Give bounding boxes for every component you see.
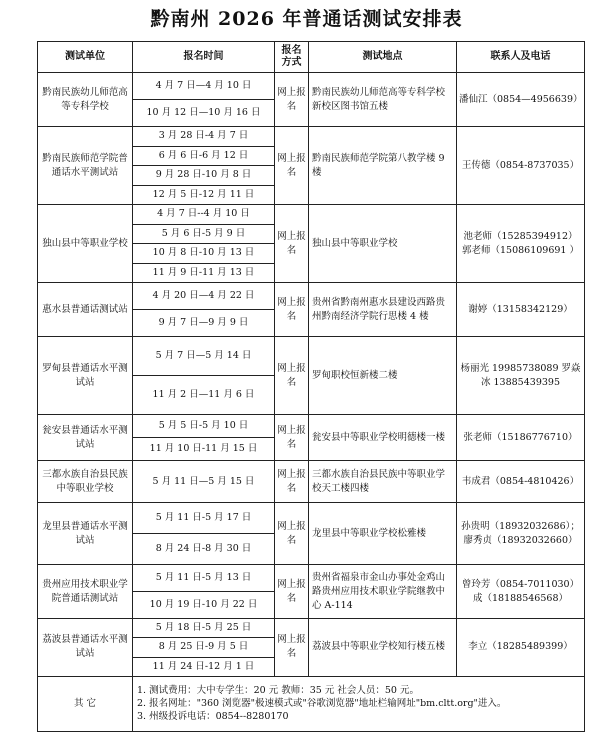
registration-date: 5 月 5 日-5 月 10 日 (133, 415, 275, 438)
test-unit: 惠水县普通话测试站 (38, 283, 133, 337)
registration-date: 5 月 6 日-5 月 9 日 (133, 224, 275, 244)
schedule-table (37, 41, 585, 732)
note-line: 3. 州级投诉电话：0854--8280170 (137, 711, 289, 723)
test-location: 黔南民族师范学院第八教学楼 9 楼 (309, 127, 457, 205)
registration-date: 4 月 7 日--4 月 10 日 (133, 205, 275, 225)
contact-info: 潘仙江（0854—4956639） (457, 73, 585, 127)
registration-date: 5 月 11 日-5 月 17 日 (133, 503, 275, 534)
test-unit: 三都水族自治县民族中等职业学校 (38, 461, 133, 503)
contact-info: 李立（18285489399） (457, 619, 585, 677)
test-unit: 贵州应用技术职业学院普通话测试站 (38, 565, 133, 619)
registration-date: 5 月 18 日-5 月 25 日 (133, 619, 275, 638)
header-dates: 报名时间 (133, 42, 275, 73)
test-location: 三都水族自治县民族中等职业学校天工楼四楼 (309, 461, 457, 503)
test-location: 瓮安县中等职业学校明德楼一楼 (309, 415, 457, 461)
test-unit: 罗甸县普通话水平测试站 (38, 337, 133, 415)
registration-date: 9 月 7 日—9 月 9 日 (133, 310, 275, 337)
registration-method: 网上报名 (275, 461, 309, 503)
table-row (38, 205, 585, 225)
registration-date: 11 月 9 日-11 月 13 日 (133, 263, 275, 283)
test-unit: 瓮安县普通话水平测试站 (38, 415, 133, 461)
test-location: 龙里县中等职业学校松雅楼 (309, 503, 457, 565)
test-location: 独山县中等职业学校 (309, 205, 457, 283)
test-location: 黔南民族幼儿师范高等专科学校新校区图书馆五楼 (309, 73, 457, 127)
registration-date: 10 月 12 日—10 月 16 日 (133, 100, 275, 127)
registration-date: 10 月 19 日-10 月 22 日 (133, 592, 275, 619)
registration-method: 网上报名 (275, 415, 309, 461)
table-row (38, 619, 585, 638)
test-unit: 荔波县普通话水平测试站 (38, 619, 133, 677)
header-unit: 测试单位 (38, 42, 133, 73)
registration-method: 网上报名 (275, 565, 309, 619)
registration-method: 网上报名 (275, 283, 309, 337)
contact-info: 韦成君（0854-4810426） (457, 461, 585, 503)
contact-info: 杨丽光 19985738089 罗焱冰 13885439395 (457, 337, 585, 415)
test-unit: 黔南民族师范学院普通话水平测试站 (38, 127, 133, 205)
table-row (38, 503, 585, 534)
test-unit: 龙里县普通话水平测试站 (38, 503, 133, 565)
registration-method: 网上报名 (275, 73, 309, 127)
registration-date: 5 月 11 日—5 月 15 日 (133, 461, 275, 503)
registration-method: 网上报名 (275, 127, 309, 205)
contact-info: 孙贵明（18932032686）；廖秀贞（18932032660） (457, 503, 585, 565)
note-line: 2. 报名网址："360 浏览器"极速模式或"谷歌浏览器"地址栏输网址"bm.cltt.org"进入。 (137, 698, 507, 710)
registration-date: 4 月 20 日—4 月 22 日 (133, 283, 275, 310)
registration-date: 5 月 11 日-5 月 13 日 (133, 565, 275, 592)
registration-date: 8 月 25 日-9 月 5 日 (133, 638, 275, 657)
test-location: 贵州省黔南州惠水县建设西路贵州黔南经济学院行思楼 4 楼 (309, 283, 457, 337)
registration-date: 4 月 7 日—4 月 10 日 (133, 73, 275, 100)
contact-info: 王传德（0854-8737035） (457, 127, 585, 205)
other-label: 其 它 (38, 676, 133, 731)
registration-date: 10 月 8 日-10 月 13 日 (133, 244, 275, 264)
table-row (38, 127, 585, 147)
table-row (38, 283, 585, 310)
header-location: 测试地点 (309, 42, 457, 73)
registration-method: 网上报名 (275, 619, 309, 677)
test-location: 荔波县中等职业学校知行楼五楼 (309, 619, 457, 677)
header-contact: 联系人及电话 (457, 42, 585, 73)
header-method: 报名方式 (275, 42, 309, 73)
test-unit: 黔南民族幼儿师范高等专科学校 (38, 73, 133, 127)
table-header-row (38, 42, 585, 73)
page-title: 黔南州 2026 年普通话测试安排表 (150, 8, 463, 30)
registration-date: 3 月 28 日-4 月 7 日 (133, 127, 275, 147)
test-location: 罗甸职校恒新楼二楼 (309, 337, 457, 415)
table-row (38, 461, 585, 503)
table-row (38, 73, 585, 100)
registration-method: 网上报名 (275, 205, 309, 283)
registration-date: 6 月 6 日-6 月 12 日 (133, 146, 275, 166)
contact-info: 谢婷（13158342129） (457, 283, 585, 337)
registration-date: 9 月 28 日-10 月 8 日 (133, 166, 275, 186)
registration-date: 11 月 10 日-11 月 15 日 (133, 438, 275, 461)
table-row (38, 337, 585, 376)
registration-date: 8 月 24 日-8 月 30 日 (133, 534, 275, 565)
registration-method: 网上报名 (275, 503, 309, 565)
table-row (38, 565, 585, 592)
test-location: 贵州省福泉市金山办事处金鸡山路贵州应用技术职业学院继教中心 A-114 (309, 565, 457, 619)
test-unit: 独山县中等职业学校 (38, 205, 133, 283)
registration-date: 12 月 5 日-12 月 11 日 (133, 185, 275, 205)
other-row (38, 676, 585, 731)
contact-info: 曾玲芳（0854-7011030）成（18188546568） (457, 565, 585, 619)
registration-date: 5 月 7 日—5 月 14 日 (133, 337, 275, 376)
other-notes (133, 676, 585, 731)
table-row (38, 415, 585, 438)
registration-date: 11 月 2 日—11 月 6 日 (133, 376, 275, 415)
note-line: 1. 测试费用：大中专学生：20 元 教师：35 元 社会人员：50 元。 (137, 685, 419, 697)
registration-date: 11 月 24 日-12 月 1 日 (133, 657, 275, 676)
contact-info: 池老师（15285394912）郭老师（15086109691 ） (457, 205, 585, 283)
contact-info: 张老师（15186776710） (457, 415, 585, 461)
registration-method: 网上报名 (275, 337, 309, 415)
